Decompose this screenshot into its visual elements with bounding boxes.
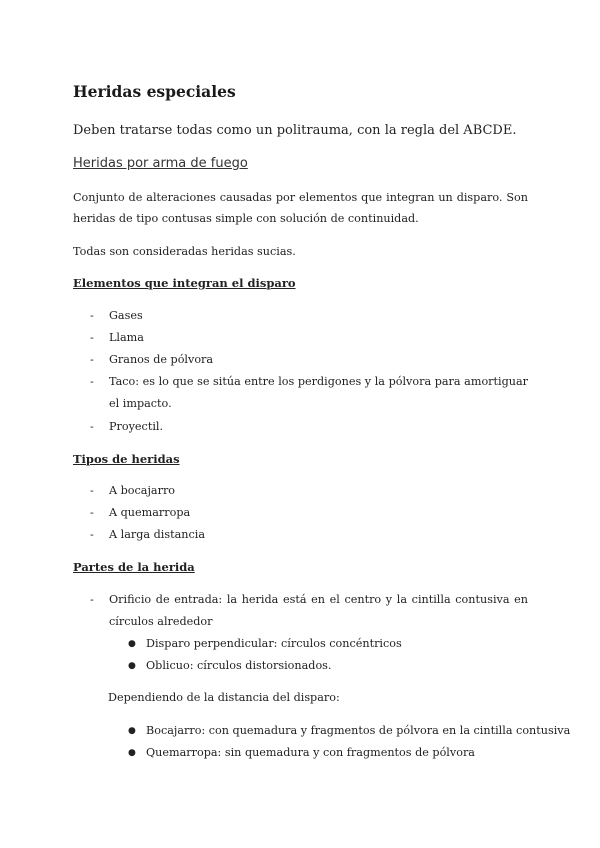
list-item-text: Gases (109, 309, 143, 322)
dash-marker: - (90, 420, 94, 433)
dash-marker: - (90, 353, 94, 366)
parts-heading: Partes de la herida (73, 560, 195, 574)
list-item (90, 416, 528, 438)
bullet-item-text: Quemarropa: sin quemadura y con fragmentos de pólvora (146, 746, 475, 759)
list-item (90, 371, 528, 415)
bullet-item (128, 633, 402, 655)
list-item-text: Llama (109, 331, 144, 344)
definition-paragraph: Conjunto de alteraciones causadas por elementos que integran un disparo. Son heridas de tipo contusas simple con solución de continuidad. (73, 191, 528, 225)
intro-paragraph: Deben tratarse todas como un politrauma, con la regla del ABCDE. (73, 123, 517, 138)
dash-marker: - (90, 484, 94, 497)
list-item-text: Granos de pólvora (109, 353, 214, 366)
list-item (90, 524, 528, 546)
bullet-item (128, 720, 570, 742)
bullet-marker: ● (128, 661, 136, 671)
bullet-item-text: Disparo perpendicular: círculos concéntricos (146, 637, 402, 650)
list-item (90, 327, 528, 349)
list-item-text: A bocajarro (109, 484, 176, 497)
bullet-item (128, 655, 331, 677)
dash-marker: - (90, 528, 94, 541)
distance-intro: Dependiendo de la distancia del disparo: (108, 691, 340, 704)
bullet-marker: ● (128, 748, 136, 758)
bullet-marker: ● (128, 726, 136, 736)
dash-marker: - (90, 309, 94, 322)
types-heading: Tipos de heridas (73, 452, 180, 466)
dash-marker: - (90, 506, 94, 519)
list-item (90, 305, 528, 327)
list-item (90, 502, 528, 524)
bullet-item-text: Bocajarro: con quemadura y fragmentos de pólvora en la cintilla contusiva (146, 724, 571, 737)
bullet-item-text: Oblicuo: círculos distorsionados. (146, 659, 332, 672)
section-subtitle: Heridas por arma de fuego (73, 156, 248, 171)
list-item (90, 589, 528, 633)
list-item-text: Taco: es lo que se sitúa entre los perdigones y la pólvora para amortiguar el impacto. (109, 375, 528, 410)
dash-marker: - (90, 375, 94, 388)
list-item (90, 349, 528, 371)
list-item-text: Orificio de entrada: la herida está en el centro y la cintilla contusiva en círculos alrededor (109, 593, 528, 628)
dash-marker: - (90, 331, 94, 344)
elements-heading: Elementos que integran el disparo (73, 276, 296, 290)
list-item (90, 480, 528, 502)
dash-marker: - (90, 593, 94, 606)
bullet-item (128, 742, 475, 764)
list-item-text: A larga distancia (109, 528, 205, 541)
dirty-wounds-paragraph: Todas son consideradas heridas sucias. (73, 245, 296, 258)
list-item-text: Proyectil. (109, 420, 164, 433)
bullet-marker: ● (128, 639, 136, 649)
page-title: Heridas especiales (73, 82, 236, 101)
list-item-text: A quemarropa (109, 506, 191, 519)
